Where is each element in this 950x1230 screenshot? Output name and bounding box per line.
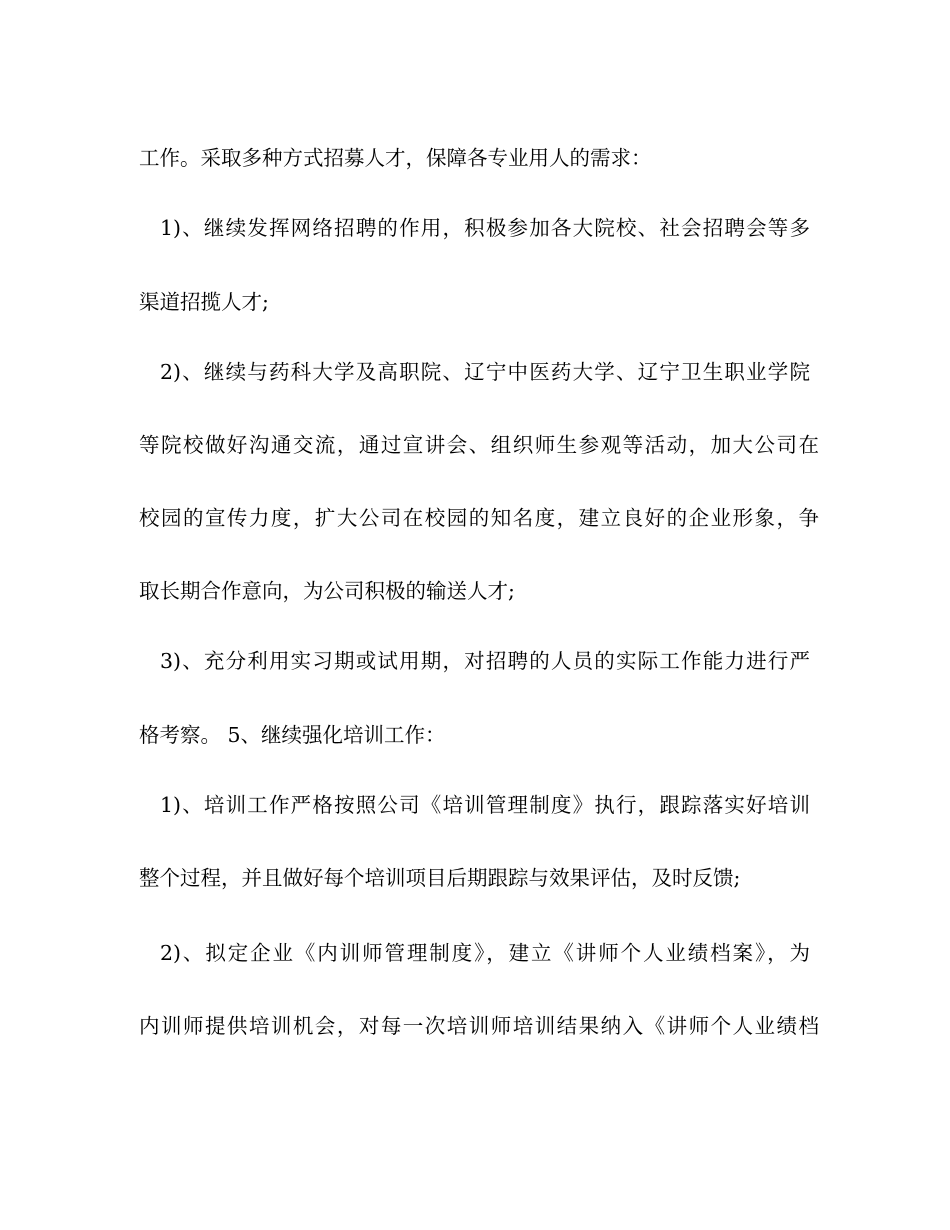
paragraph-line: 渠道招揽人才; [139, 290, 269, 314]
paragraph-line: 取长期合作意向，为公司积极的输送人才; [139, 579, 515, 603]
paragraph-line: 工作。采取多种方式招募人才，保障各专业用人的需求： [139, 146, 652, 170]
paragraph-line: 校园的宣传力度，扩大公司在校园的知名度，建立良好的企业形象，争 [139, 506, 819, 530]
paragraph-line: 内训师提供培训机会，对每一次培训师培训结果纳入《讲师个人业绩档 [139, 1014, 819, 1038]
list-item-line: 3)、充分利用实习期或试用期，对招聘的人员的实际工作能力进行严 [160, 649, 810, 673]
list-item-line: 2)、拟定企业《内训师管理制度》，建立《讲师个人业绩档案》，为 [160, 941, 810, 965]
paragraph-line: 格考察。 5、继续强化培训工作： [139, 723, 446, 747]
paragraph-line: 整个过程，并且做好每个培训项目后期跟踪与效果评估，及时反馈; [139, 866, 741, 890]
paragraph-line: 等院校做好沟通交流，通过宣讲会、组织师生参观等活动，加大公司在 [139, 433, 819, 457]
list-item-line: 1)、继续发挥网络招聘的作用，积极参加各大院校、社会招聘会等多 [160, 216, 810, 240]
list-item-line: 1)、培训工作严格按照公司《培训管理制度》执行，跟踪落实好培训 [160, 793, 810, 817]
list-item-line: 2)、继续与药科大学及高职院、辽宁中医药大学、辽宁卫生职业学院 [160, 360, 810, 384]
